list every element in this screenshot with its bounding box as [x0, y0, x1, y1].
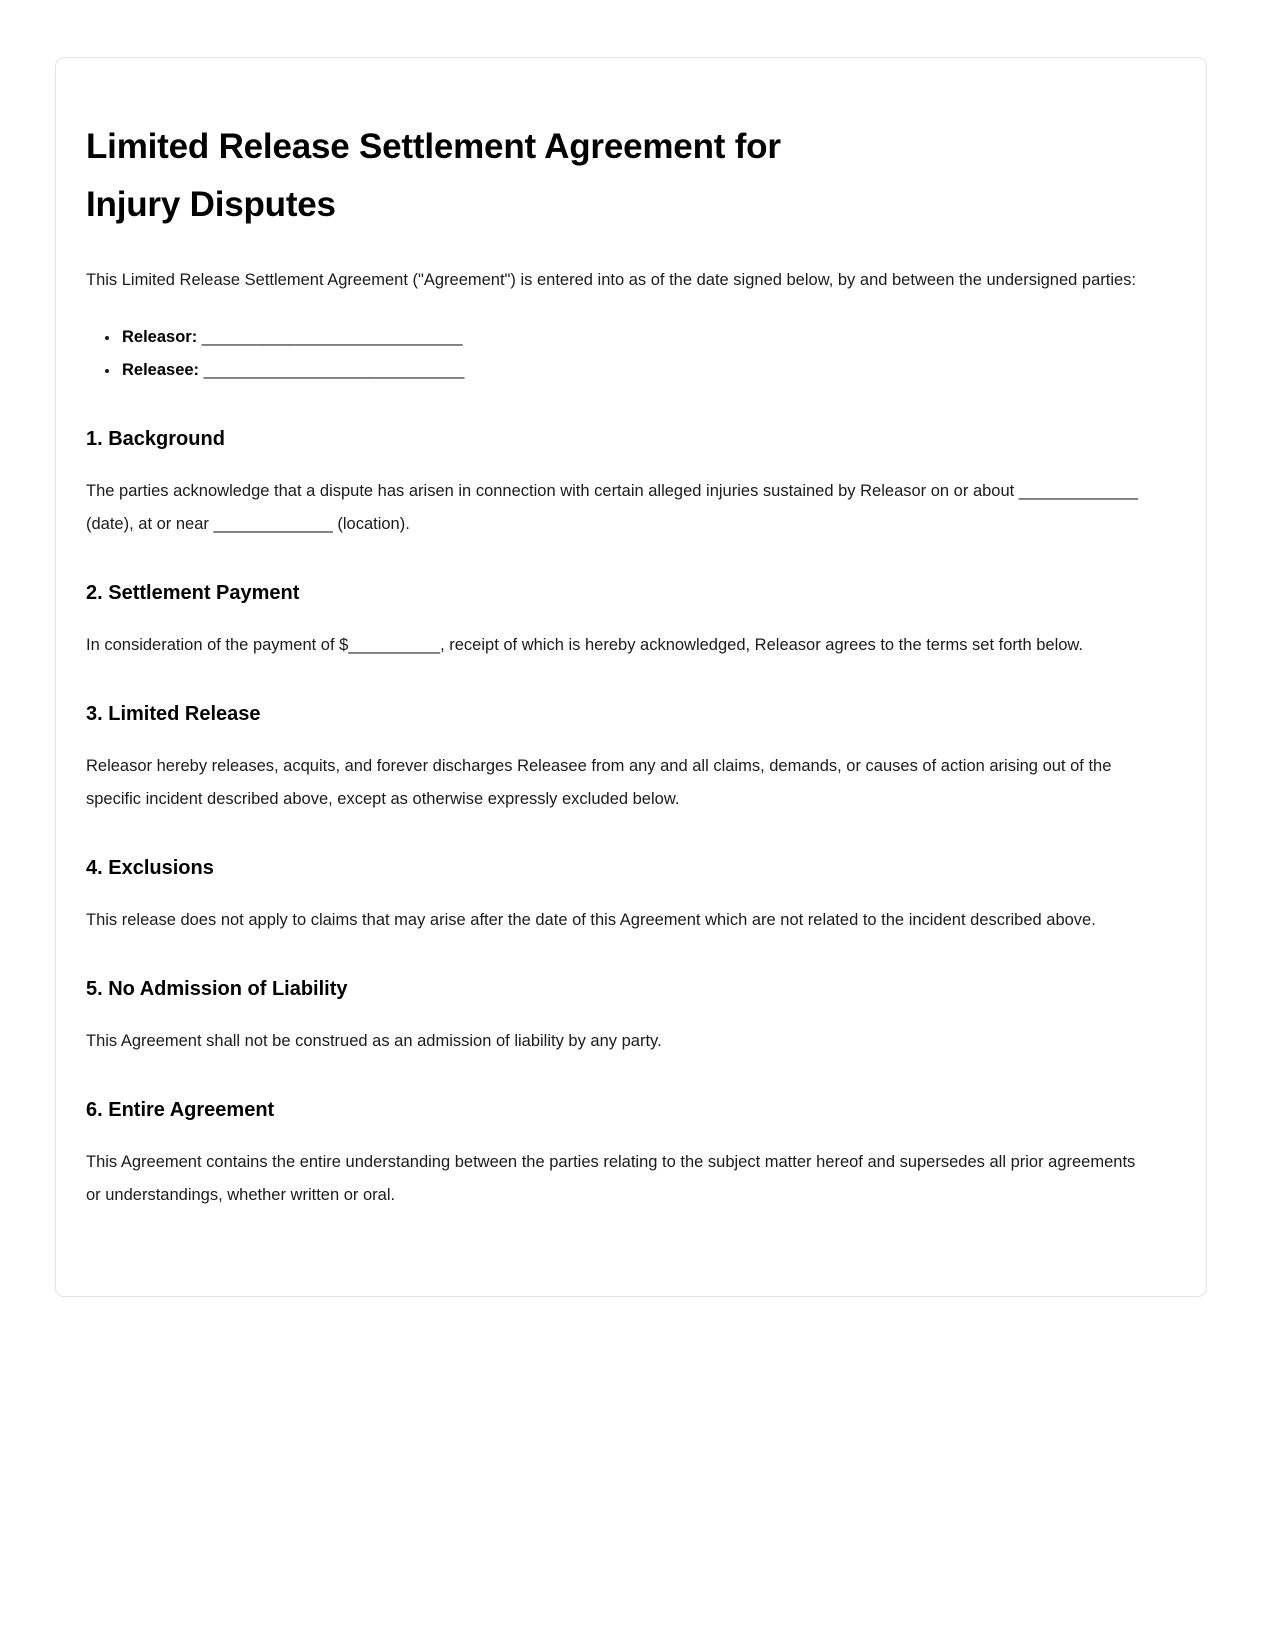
section-limited-release — [86, 698, 1146, 816]
section-heading-exclusions: 4. Exclusions — [86, 856, 214, 879]
section-no-admission-of-liability — [86, 973, 1146, 1058]
section-body-no-admission-of-liability: This Agreement shall not be construed as an admission of liability by any party. — [86, 1031, 662, 1050]
party-list — [86, 321, 1146, 387]
party-label-releasee: Releasee: — [122, 360, 200, 379]
section-heading-background: 1. Background — [86, 427, 225, 450]
section-heading-settlement-payment: 2. Settlement Payment — [86, 581, 300, 604]
section-body-exclusions: This release does not apply to claims that may arise after the date of this Agreement which are not related to the incident described above. — [86, 910, 1096, 929]
intro-paragraph: This Limited Release Settlement Agreement ("Agreement") is entered into as of the date signed below, by and between the undersigned parties: — [86, 270, 1137, 289]
document-card — [55, 57, 1207, 1297]
section-entire-agreement — [86, 1094, 1146, 1212]
section-body-entire-agreement: This Agreement contains the entire understanding between the parties relating to the subject matter hereof and supersedes all prior agreements or understandings, whether written or oral. — [86, 1152, 1136, 1204]
list-item-releasee — [120, 354, 1146, 387]
section-heading-no-admission-of-liability: 5. No Admission of Liability — [86, 977, 348, 1000]
section-heading-entire-agreement: 6. Entire Agreement — [86, 1098, 275, 1121]
party-label-releasor: Releasor: — [122, 327, 198, 346]
section-body-background: The parties acknowledge that a dispute has arisen in connection with certain alleged injuries sustained by Releasor on or about _____________ (date), at or near _____________ (location). — [86, 481, 1139, 533]
section-background — [86, 423, 1146, 541]
page-title: Limited Release Settlement Agreement for Injury Disputes — [86, 127, 781, 224]
document-body — [86, 118, 1146, 1212]
releasee-blank-line[interactable]: ______________________________ — [203, 360, 464, 379]
section-body-limited-release: Releasor hereby releases, acquits, and forever discharges Releasee from any and all claims, demands, or causes of action arising out of the specific incident described above, except as otherwise expressly excluded below. — [86, 756, 1112, 808]
releasor-blank-line[interactable]: ______________________________ — [201, 327, 463, 346]
section-exclusions — [86, 852, 1146, 937]
list-item-releasor — [120, 321, 1146, 354]
section-body-settlement-payment: In consideration of the payment of $__________, receipt of which is hereby acknowledged, Releasor agrees to the terms set forth below. — [86, 635, 1084, 654]
section-settlement-payment — [86, 577, 1146, 662]
section-heading-limited-release: 3. Limited Release — [86, 702, 261, 725]
